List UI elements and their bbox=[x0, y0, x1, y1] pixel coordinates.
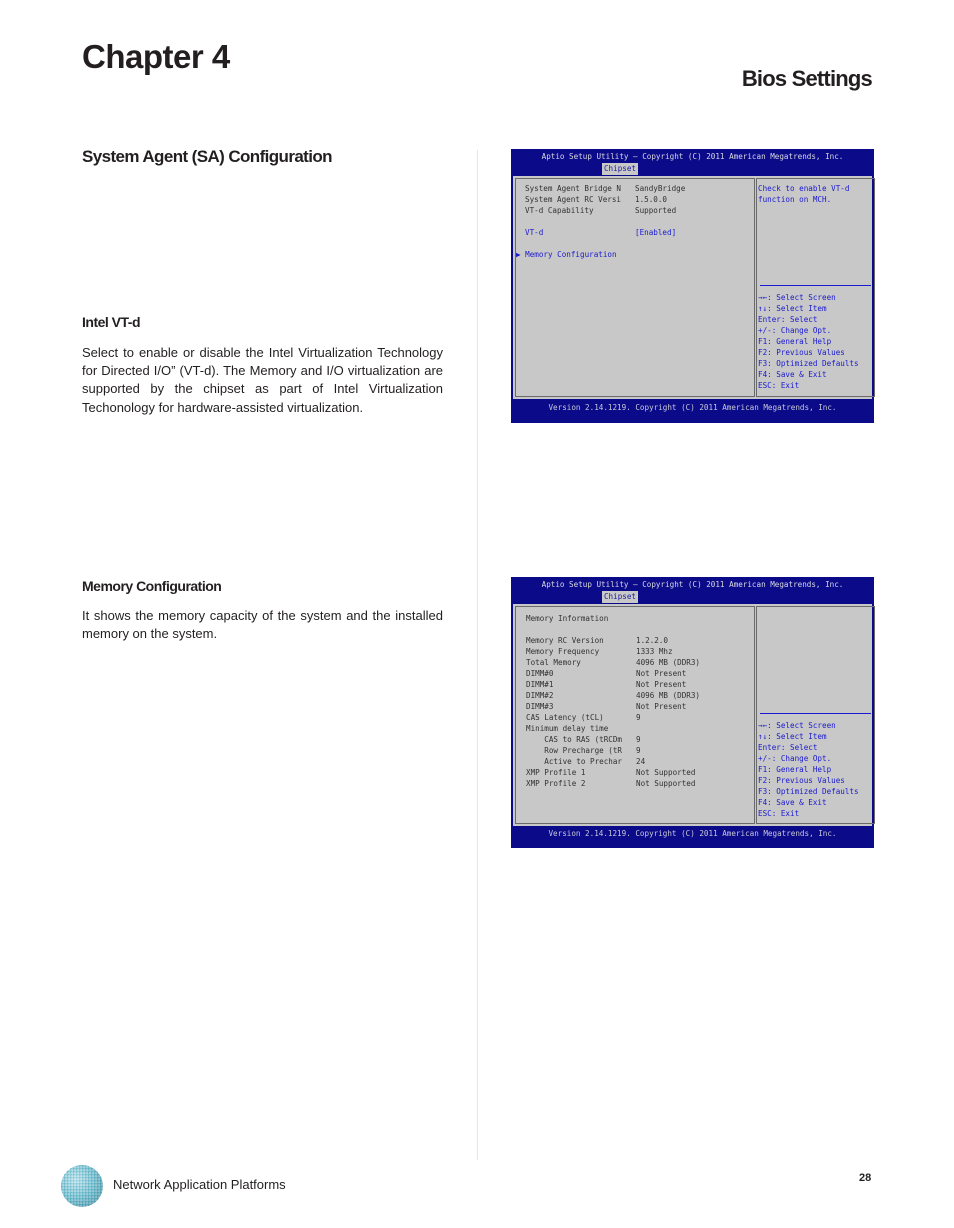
setting-value: 1333 Mhz bbox=[636, 647, 673, 656]
setting-value: 9 bbox=[636, 713, 641, 722]
setting-value: 24 bbox=[636, 757, 646, 766]
memory-config-heading: Memory Configuration bbox=[82, 578, 222, 594]
setting-label: Memory Frequency bbox=[526, 647, 600, 656]
help-key: F4: Save & Exit bbox=[758, 370, 827, 379]
vtd-heading: Intel VT-d bbox=[82, 314, 140, 330]
bios-settings-panel bbox=[515, 178, 755, 397]
memory-configuration-submenu[interactable]: ▶ Memory Configuration bbox=[516, 250, 617, 259]
page-number: 28 bbox=[859, 1172, 872, 1184]
help-key: F2: Previous Values bbox=[758, 348, 845, 357]
setting-label: VT-d Capability bbox=[525, 206, 594, 215]
help-key: F4: Save & Exit bbox=[758, 798, 827, 807]
help-separator bbox=[760, 285, 871, 286]
help-text: function on MCH. bbox=[758, 195, 832, 204]
bios-settings-panel bbox=[515, 606, 755, 824]
bios-title-bar: Aptio Setup Utility – Copyright (C) 2011 American Megatrends, Inc. bbox=[541, 152, 844, 161]
column-divider bbox=[477, 150, 478, 1160]
setting-value: SandyBridge bbox=[635, 184, 686, 193]
help-key: F3: Optimized Defaults bbox=[758, 787, 859, 796]
bios-screenshot-sa-config bbox=[511, 149, 874, 423]
footer-company: Network Application Platforms bbox=[113, 1177, 286, 1192]
bios-help-panel bbox=[756, 178, 875, 397]
setting-value: 4096 MB (DDR3) bbox=[636, 691, 701, 700]
setting-label: XMP Profile 1 bbox=[526, 768, 586, 777]
help-key: ESC: Exit bbox=[758, 381, 800, 390]
bios-title-bar: Aptio Setup Utility – Copyright (C) 2011 American Megatrends, Inc. bbox=[541, 580, 844, 589]
bios-help-panel bbox=[756, 606, 875, 824]
memory-info-heading: Memory Information bbox=[526, 614, 609, 623]
setting-label: DIMM#0 bbox=[526, 669, 554, 678]
bios-version-footer: Version 2.14.1219. Copyright (C) 2011 American Megatrends, Inc. bbox=[548, 403, 837, 412]
setting-label: DIMM#3 bbox=[526, 702, 554, 711]
help-key: +/-: Change Opt. bbox=[758, 326, 832, 335]
tab-chipset[interactable]: Chipset bbox=[603, 164, 636, 173]
help-key: →←: Select Screen bbox=[758, 721, 836, 730]
setting-value: Not Supported bbox=[636, 779, 696, 788]
memory-config-description: It shows the memory capacity of the system and the installed memory on the system. bbox=[82, 608, 443, 642]
setting-label: CAS to RAS (tRCDm bbox=[526, 735, 623, 744]
vtd-option-label[interactable]: VT-d bbox=[525, 228, 544, 237]
setting-value: 9 bbox=[636, 735, 641, 744]
chapter-title: Chapter 4 bbox=[82, 38, 230, 75]
setting-label: Total Memory bbox=[526, 658, 581, 667]
help-text: Check to enable VT-d bbox=[758, 184, 850, 193]
setting-label: System Agent RC Versi bbox=[525, 195, 622, 204]
help-key: Enter: Select bbox=[758, 743, 818, 752]
tab-chipset[interactable]: Chipset bbox=[603, 592, 636, 601]
vtd-description: Select to enable or disable the Intel Virtualization Technology for Directed I/O” (VT-d). The Memory and I/O virtualization are supported by the chipset as part of Intel Virtualization Techonology for hardware-assisted virtualization. bbox=[82, 345, 443, 415]
bios-body bbox=[513, 176, 872, 399]
help-key: →←: Select Screen bbox=[758, 293, 836, 302]
sa-config-heading: System Agent (SA) Configuration bbox=[82, 147, 332, 166]
setting-value: 1.5.0.0 bbox=[635, 195, 668, 204]
setting-label: CAS Latency (tCL) bbox=[526, 713, 604, 722]
help-key: ESC: Exit bbox=[758, 809, 800, 818]
help-key: ↑↓: Select Item bbox=[758, 732, 827, 741]
bios-version-footer: Version 2.14.1219. Copyright (C) 2011 American Megatrends, Inc. bbox=[548, 829, 837, 838]
setting-label: Row Precharge (tR bbox=[526, 746, 623, 755]
setting-value: Not Present bbox=[636, 680, 687, 689]
help-key: +/-: Change Opt. bbox=[758, 754, 832, 763]
company-logo-icon bbox=[60, 1164, 104, 1208]
setting-value: 9 bbox=[636, 746, 641, 755]
vtd-option-value[interactable]: [Enabled] bbox=[635, 228, 677, 237]
setting-label: DIMM#2 bbox=[526, 691, 554, 700]
help-key: F2: Previous Values bbox=[758, 776, 845, 785]
bios-screenshot-memory-config bbox=[511, 577, 874, 848]
setting-label: XMP Profile 2 bbox=[526, 779, 586, 788]
bios-body bbox=[513, 604, 872, 826]
setting-value: Supported bbox=[635, 206, 677, 215]
help-key: Enter: Select bbox=[758, 315, 818, 324]
help-separator bbox=[760, 713, 871, 714]
setting-value: 1.2.2.0 bbox=[636, 636, 669, 645]
help-key: F1: General Help bbox=[758, 337, 832, 346]
setting-label: Memory RC Version bbox=[526, 636, 604, 645]
help-key: F3: Optimized Defaults bbox=[758, 359, 859, 368]
help-key: F1: General Help bbox=[758, 765, 832, 774]
setting-value: Not Present bbox=[636, 702, 687, 711]
setting-label: System Agent Bridge N bbox=[525, 184, 622, 193]
setting-label: Active to Prechar bbox=[526, 757, 623, 766]
setting-value: 4096 MB (DDR3) bbox=[636, 658, 701, 667]
setting-label: Minimum delay time bbox=[526, 724, 609, 733]
setting-label: DIMM#1 bbox=[526, 680, 554, 689]
help-key: ↑↓: Select Item bbox=[758, 304, 827, 313]
setting-value: Not Present bbox=[636, 669, 687, 678]
section-title: Bios Settings bbox=[741, 66, 872, 91]
setting-value: Not Supported bbox=[636, 768, 696, 777]
